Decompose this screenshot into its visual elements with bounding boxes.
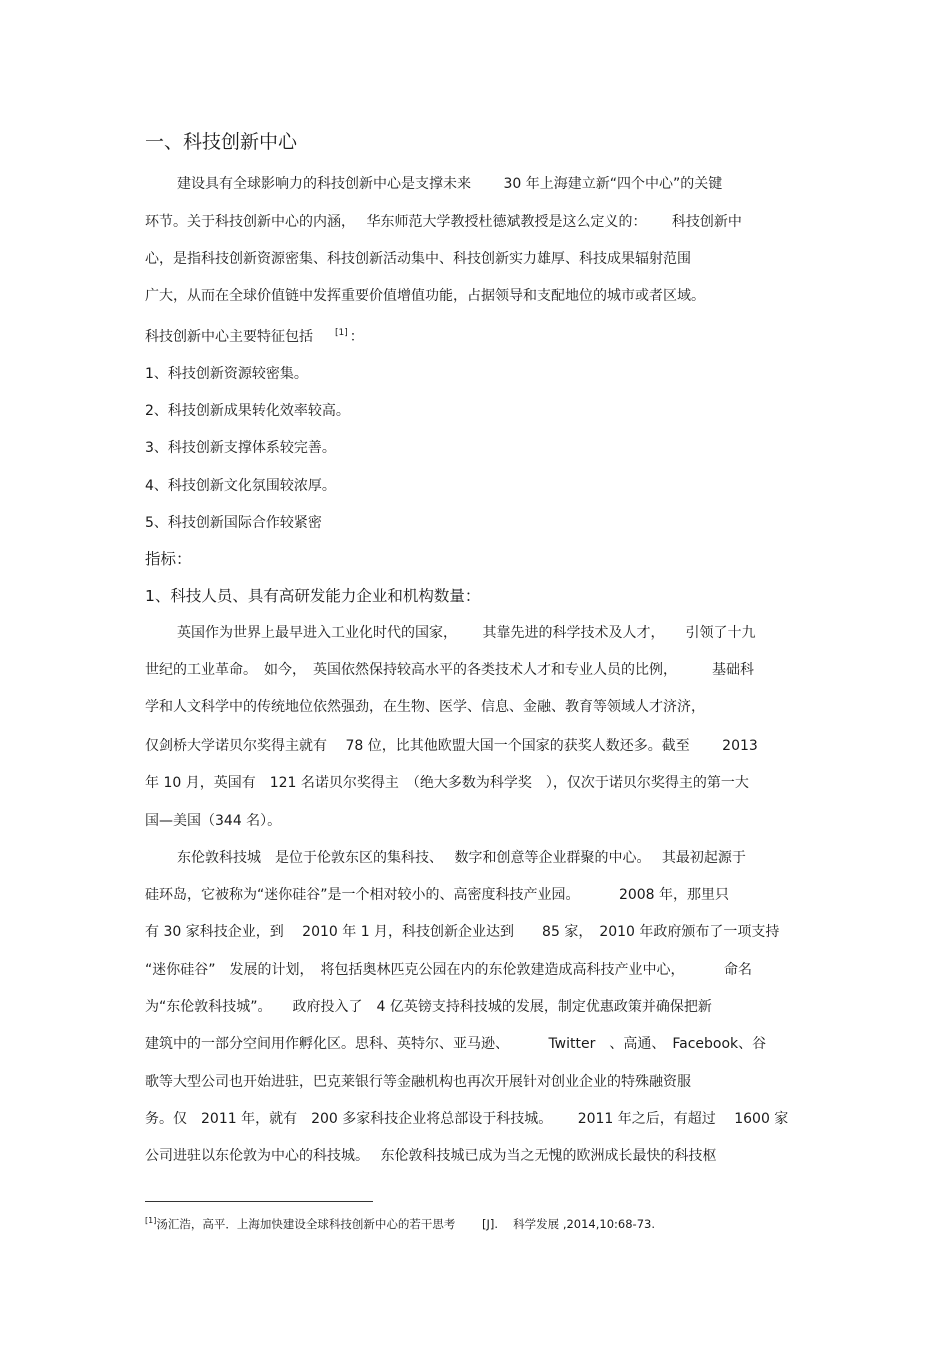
uk-line-6: 国—美国（344 名）。 (145, 813, 282, 829)
uk-line-1: 英国作为世界上最早进入工业化时代的国家， 其靠先进的科学技术及人才， 引领了十九 (177, 625, 756, 641)
features-intro-colon: ： (349, 329, 364, 345)
london-line-3: 有 30 家科技企业，到 2010 年 1 月，科技创新企业达到 85 家， 2010 年政府颁布了一项支持 (145, 924, 780, 940)
intro-line-3: 心，是指科技创新资源密集、科技创新活动集中、科技创新实力雄厚、科技成果辐射范围 (145, 251, 691, 267)
london-line-4: “迷你硅谷” 发展的计划， 将包括奥林匹克公园在内的东伦敦建造成高科技产业中心， 命名 (145, 962, 752, 978)
intro-line-4: 广大，从而在全球价值链中发挥重要价值增值功能，占据领导和支配地位的城市或者区域。 (145, 288, 705, 304)
feature-item-2: 2、科技创新成果转化效率较高。 (145, 403, 350, 419)
feature-item-3: 3、科技创新支撑体系较完善。 (145, 440, 336, 456)
london-line-6: 建筑中的一部分空间用作孵化区。思科、英特尔、亚马逊、 Twitter 、高通、 Facebook、谷 (145, 1036, 767, 1052)
london-line-2: 硅环岛，它被称为“迷你硅谷”是一个相对较小的、高密度科技产业园。 2008 年，那里只 (145, 887, 730, 903)
london-line-8: 务。仅 2011 年，就有 200 多家科技企业将总部设于科技城。 2011 年之后，有超过 1600 家 (145, 1111, 789, 1127)
features-intro-text: 科技创新中心主要特征包括 (145, 329, 313, 345)
uk-line-2: 世纪的工业革命。 如今， 英国依然保持较高水平的各类技术人才和专业人员的比例， 基础科 (145, 662, 754, 678)
footnote-text: 汤汇浩，高平．上海加快建设全球科技创新中心的若干思考 [J]. 科学发展 ,2014,10:68-73. (156, 1217, 655, 1231)
features-intro (145, 323, 364, 347)
london-line-5: 为“东伦敦科技城”。 政府投入了 4 亿英镑支持科技城的发展，制定优惠政策并确保把新 (145, 999, 712, 1015)
footnote-divider (145, 1201, 373, 1202)
feature-item-1: 1、科技创新资源较密集。 (145, 366, 308, 382)
section-heading: 一、科技创新中心 (145, 131, 298, 153)
indicators-heading: 指标： (145, 550, 192, 568)
feature-item-4: 4、科技创新文化氛围较浓厚。 (145, 478, 336, 494)
london-line-1: 东伦敦科技城 是位于伦敦东区的集科技、 数字和创意等企业群聚的中心。 其最初起源于 (177, 850, 746, 866)
citation-ref[interactable]: [1] (335, 328, 348, 338)
footnote-ref: [1] (145, 1216, 157, 1225)
london-line-9: 公司进驻以东伦敦为中心的科技城。 东伦敦科技城已成为当之无愧的欧洲成长最快的科技枢 (145, 1148, 717, 1164)
footnote (145, 1213, 655, 1232)
uk-line-5: 年 10 月，英国有 121 名诺贝尔奖得主 （绝大多数为科学奖 ），仅次于诺贝尔奖得主的第一大 (145, 775, 749, 791)
intro-line-2: 环节。关于科技创新中心的内涵， 华东师范大学教授杜德斌教授是这么定义的： 科技创新中 (145, 214, 742, 230)
feature-item-5: 5、科技创新国际合作较紧密 (145, 515, 322, 531)
london-line-7: 歌等大型公司也开始进驻，巴克莱银行等金融机构也再次开展针对创业企业的特殊融资服 (145, 1074, 691, 1090)
intro-line-1: 建设具有全球影响力的科技创新中心是支撑未来 30 年上海建立新“四个中心”的关键 (177, 176, 723, 192)
indicator-1-heading: 1、科技人员、具有高研发能力企业和机构数量： (145, 587, 481, 605)
uk-line-4: 仅剑桥大学诺贝尔奖得主就有 78 位，比其他欧盟大国一个国家的获奖人数还多。截至 2013 (145, 738, 758, 754)
uk-line-3: 学和人文科学中的传统地位依然强劲，在生物、医学、信息、金融、教育等领域人才济济， (145, 699, 705, 715)
